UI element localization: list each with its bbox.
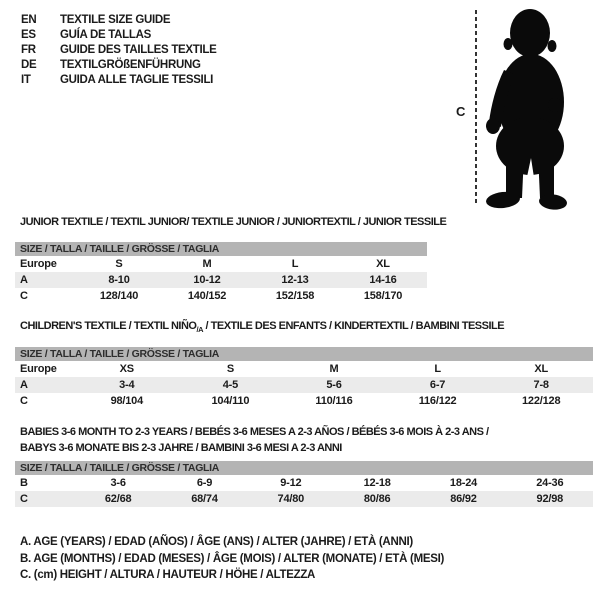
table-cell: 12-13 (251, 272, 339, 288)
note-height-cm: C. (cm) HEIGHT / ALTURA / HAUTEUR / HÖHE / ALTEZZA (20, 569, 316, 582)
table-header-row (15, 347, 593, 361)
title-line-2: BABYS 3-6 MONATE BIS 2-3 JAHRE / BAMBINI 3-6 MESI A 2-3 ANNI (20, 442, 342, 454)
language-code: FR (21, 44, 36, 56)
table-cell: 152/158 (275, 290, 315, 302)
table-cell: 92/98 (507, 491, 593, 507)
table-cell: 74/80 (248, 491, 334, 507)
note-age-months: B. AGE (MONTHS) / EDAD (MESES) / ÂGE (MOIS) / ALTER (MONATE) / ETÀ (MESI) (20, 552, 445, 565)
table-cell: 128/140 (99, 290, 139, 302)
table-row (15, 288, 427, 304)
table-cell: 14-16 (339, 272, 427, 288)
title-line-1: BABIES 3-6 MONTH TO 2-3 YEARS / BEBÉS 3-6 MESES A 2-3 AÑOS / BÉBÉS 3-6 MOIS À 2-3 ANS / (20, 426, 489, 438)
table-cell: 68/74 (161, 491, 247, 507)
table-header-row (15, 461, 593, 475)
language-row-it (21, 73, 217, 88)
table-cell: 140/152 (187, 290, 227, 302)
table-cell: S (226, 363, 234, 375)
language-row-de (21, 58, 217, 73)
table-cell: 116/122 (418, 395, 457, 407)
row-label: A (15, 272, 75, 288)
row-label: C (20, 395, 28, 407)
section-title-junior: JUNIOR TEXTILE / TEXTIL JUNIOR/ TEXTILE JUNIOR / JUNIORTEXTIL / JUNIOR TESSILE (20, 216, 447, 228)
height-measure-label: C (456, 104, 466, 119)
table-row (15, 475, 593, 491)
language-row-en (21, 13, 217, 28)
title-text: / TEXTILE DES ENFANTS / KINDERTEXTIL / BAMBINI TESSILE (202, 320, 505, 332)
table-cell: 86/92 (420, 491, 506, 507)
table-row (15, 272, 427, 288)
row-label: B (20, 477, 28, 489)
row-label: C (15, 491, 75, 507)
table-cell: 12-18 (363, 477, 391, 489)
language-list (21, 13, 217, 88)
table-cell: XL (534, 363, 549, 375)
table-cell: 10-12 (163, 272, 251, 288)
guide-title-de: TEXTILGRÖßENFÜHRUNG (60, 59, 201, 71)
table-cell: 122/128 (522, 395, 561, 407)
baby-silhouette-icon (450, 4, 600, 210)
table-cell: 5-6 (282, 377, 386, 393)
language-code: ES (21, 29, 36, 41)
guide-title-fr: GUIDE DES TAILLES TEXTILE (60, 44, 217, 56)
guide-title-it: GUIDA ALLE TAGLIE TESSILI (60, 74, 214, 86)
row-label: C (20, 290, 28, 302)
row-label: Europe (20, 363, 57, 375)
table-cell: M (202, 258, 212, 270)
table-header-row (15, 242, 427, 256)
table-cell: L (434, 363, 441, 375)
table-cell: 7-8 (489, 377, 593, 393)
babies-size-table (15, 461, 593, 507)
section-title-children (20, 320, 504, 334)
language-code: EN (21, 14, 37, 26)
table-row (15, 393, 593, 409)
section-title-babies (20, 424, 489, 456)
table-cell: 9-12 (280, 477, 302, 489)
language-row-fr (21, 43, 217, 58)
guide-title-es: GUÍA DE TALLAS (60, 29, 151, 41)
table-cell: XS (119, 363, 134, 375)
table-cell: 104/110 (211, 395, 250, 407)
table-cell: 3-6 (110, 477, 126, 489)
table-cell: 62/68 (75, 491, 161, 507)
size-header-bar: SIZE / TALLA / TAILLE / GRÖSSE / TAGLIA (15, 461, 593, 475)
size-header-bar: SIZE / TALLA / TAILLE / GRÖSSE / TAGLIA (15, 347, 593, 361)
title-text: CHILDREN'S TEXTILE / TEXTIL NIÑO (20, 320, 197, 332)
table-row (15, 256, 427, 272)
guide-title-en: TEXTILE SIZE GUIDE (60, 14, 171, 26)
row-label: Europe (20, 258, 57, 270)
junior-size-table (15, 242, 427, 304)
table-row (15, 491, 593, 507)
baby-height-figure (450, 4, 600, 210)
table-cell: 18-24 (449, 477, 478, 489)
table-cell: XL (376, 258, 390, 270)
table-row (15, 377, 593, 393)
table-cell: L (291, 258, 299, 270)
table-cell: 8-10 (75, 272, 163, 288)
table-row (15, 361, 593, 377)
table-cell: 24-36 (536, 477, 564, 489)
legend-notes (20, 534, 444, 584)
table-cell: 6-7 (386, 377, 490, 393)
table-cell: 3-4 (75, 377, 179, 393)
table-cell: 158/170 (363, 290, 403, 302)
language-code: DE (21, 59, 37, 71)
language-code: IT (21, 74, 31, 86)
table-cell: 80/86 (334, 491, 420, 507)
table-cell: 4-5 (179, 377, 283, 393)
table-cell: 98/104 (110, 395, 144, 407)
table-cell: 110/116 (315, 395, 353, 407)
title-subscript: /A (196, 325, 203, 335)
children-size-table (15, 347, 593, 409)
language-row-es (21, 28, 217, 43)
note-age-years: A. AGE (YEARS) / EDAD (AÑOS) / ÂGE (ANS) / ALTER (JAHRE) / ETÀ (ANNI) (20, 536, 413, 548)
size-header-bar: SIZE / TALLA / TAILLE / GRÖSSE / TAGLIA (15, 242, 427, 256)
table-cell: M (329, 363, 339, 375)
table-cell: 6-9 (196, 477, 213, 489)
row-label: A (15, 377, 75, 393)
table-cell: S (115, 258, 123, 270)
